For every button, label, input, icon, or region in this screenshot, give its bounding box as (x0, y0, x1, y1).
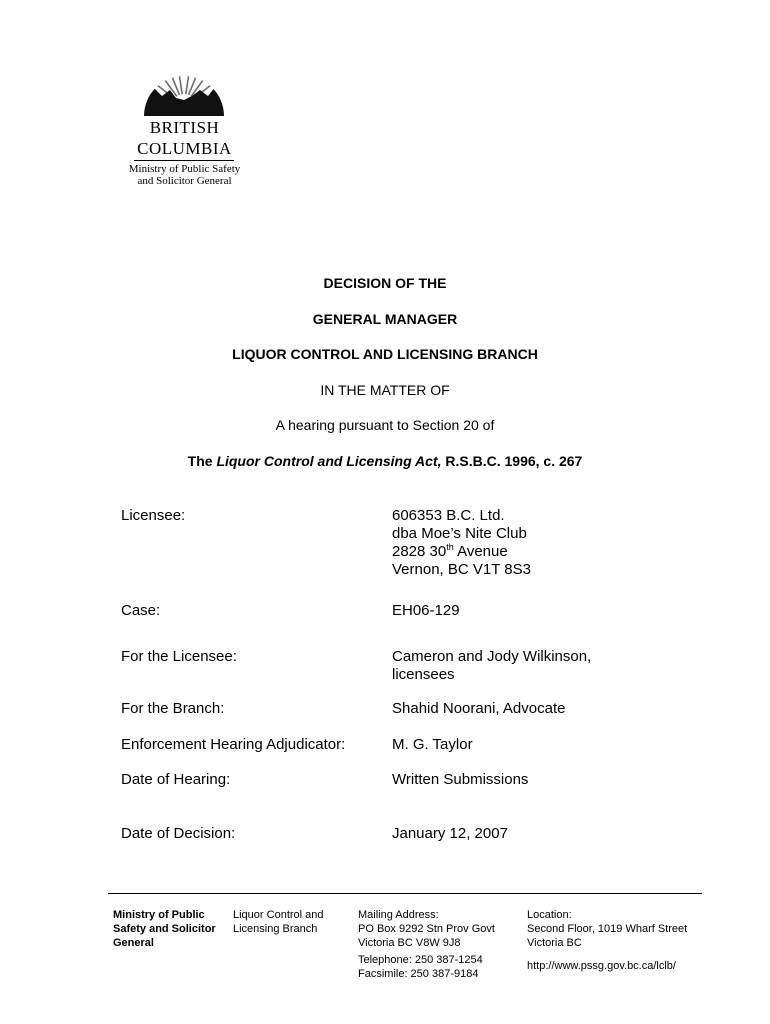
heading-general-manager: GENERAL MANAGER (312, 311, 458, 327)
logo-ministry-line-1: Ministry of Public Safety (128, 163, 241, 175)
hearing-date-value: Written Submissions (392, 771, 529, 788)
adjudicator-value: M. G. Taylor (392, 736, 473, 753)
street-number: 2828 30 (392, 543, 447, 560)
licensee-city: Vernon, BC V1T 8S3 (392, 561, 531, 578)
footer-telephone: Telephone: 250 387-1254 (358, 954, 483, 966)
for-branch-label: For the Branch: (121, 700, 225, 717)
logo-divider (134, 160, 234, 161)
heading-decision: DECISION OF THE (323, 275, 447, 291)
case-value: EH06-129 (392, 602, 460, 619)
footer-location-city: Victoria BC (527, 937, 582, 949)
footer-mailing-city: Victoria BC V8W 9J8 (358, 937, 461, 949)
licensee-street (392, 543, 531, 561)
street-name: Avenue (453, 543, 508, 560)
footer-branch-line-1: Liquor Control and (233, 909, 324, 921)
logo-ministry-line-2: and Solicitor General (137, 175, 232, 187)
heading-act-citation (0, 453, 770, 469)
licensee-value (392, 507, 531, 579)
hearing-date-label: Date of Hearing: (121, 771, 231, 788)
act-suffix: R.S.B.C. 1996, c. 267 (441, 453, 583, 469)
ordinal-suffix: th (446, 542, 454, 552)
licensee-name: 606353 B.C. Ltd. (392, 507, 505, 524)
footer-location-heading: Location: (527, 909, 572, 921)
footer-location (527, 908, 687, 973)
footer-mailing (358, 908, 495, 981)
adjudicator-label: Enforcement Hearing Adjudicator: (121, 736, 346, 753)
heading-branch: LIQUOR CONTROL AND LICENSING BRANCH (232, 346, 538, 362)
footer-branch (233, 908, 324, 936)
licensee-label: Licensee: (121, 507, 186, 524)
footer-mailing-heading: Mailing Address: (358, 909, 439, 921)
for-licensee-role: licensees (392, 666, 455, 683)
footer-location-street: Second Floor, 1019 Wharf Street (527, 923, 688, 935)
for-branch-value: Shahid Noorani, Advocate (392, 700, 566, 717)
licensee-dba: dba Moe’s Nite Club (392, 525, 527, 542)
setting-sun-mountains-icon (142, 62, 226, 116)
footer-ministry-line-1: Ministry of Public (113, 909, 205, 921)
footer-website-link[interactable]: http://www.pssg.gov.bc.ca/lclb/ (527, 960, 676, 972)
logo-line-columbia: COLUMBIA (137, 139, 232, 158)
footer-ministry (113, 908, 216, 950)
bc-government-logo (122, 62, 252, 187)
for-licensee-label: For the Licensee: (121, 648, 237, 665)
footer-mailing-po-box: PO Box 9292 Stn Prov Govt (358, 923, 495, 935)
footer-ministry-line-3: General (113, 937, 154, 949)
for-licensee-value (392, 648, 591, 684)
act-title: Liquor Control and Licensing Act, (216, 453, 442, 469)
heading-hearing: A hearing pursuant to Section 20 of (275, 417, 495, 433)
decision-date-label: Date of Decision: (121, 825, 236, 842)
heading-in-the-matter: IN THE MATTER OF (320, 382, 450, 398)
for-licensee-names: Cameron and Jody Wilkinson, (392, 648, 592, 665)
footer-ministry-line-2: Safety and Solicitor (113, 923, 216, 935)
logo-line-british: BRITISH (149, 118, 220, 137)
footer-branch-line-2: Licensing Branch (233, 923, 318, 935)
footer-divider (108, 893, 702, 894)
footer-facsimile: Facsimile: 250 387-9184 (358, 968, 479, 980)
act-prefix: The (187, 453, 217, 469)
case-label: Case: (121, 602, 161, 619)
decision-date-value: January 12, 2007 (392, 825, 508, 842)
